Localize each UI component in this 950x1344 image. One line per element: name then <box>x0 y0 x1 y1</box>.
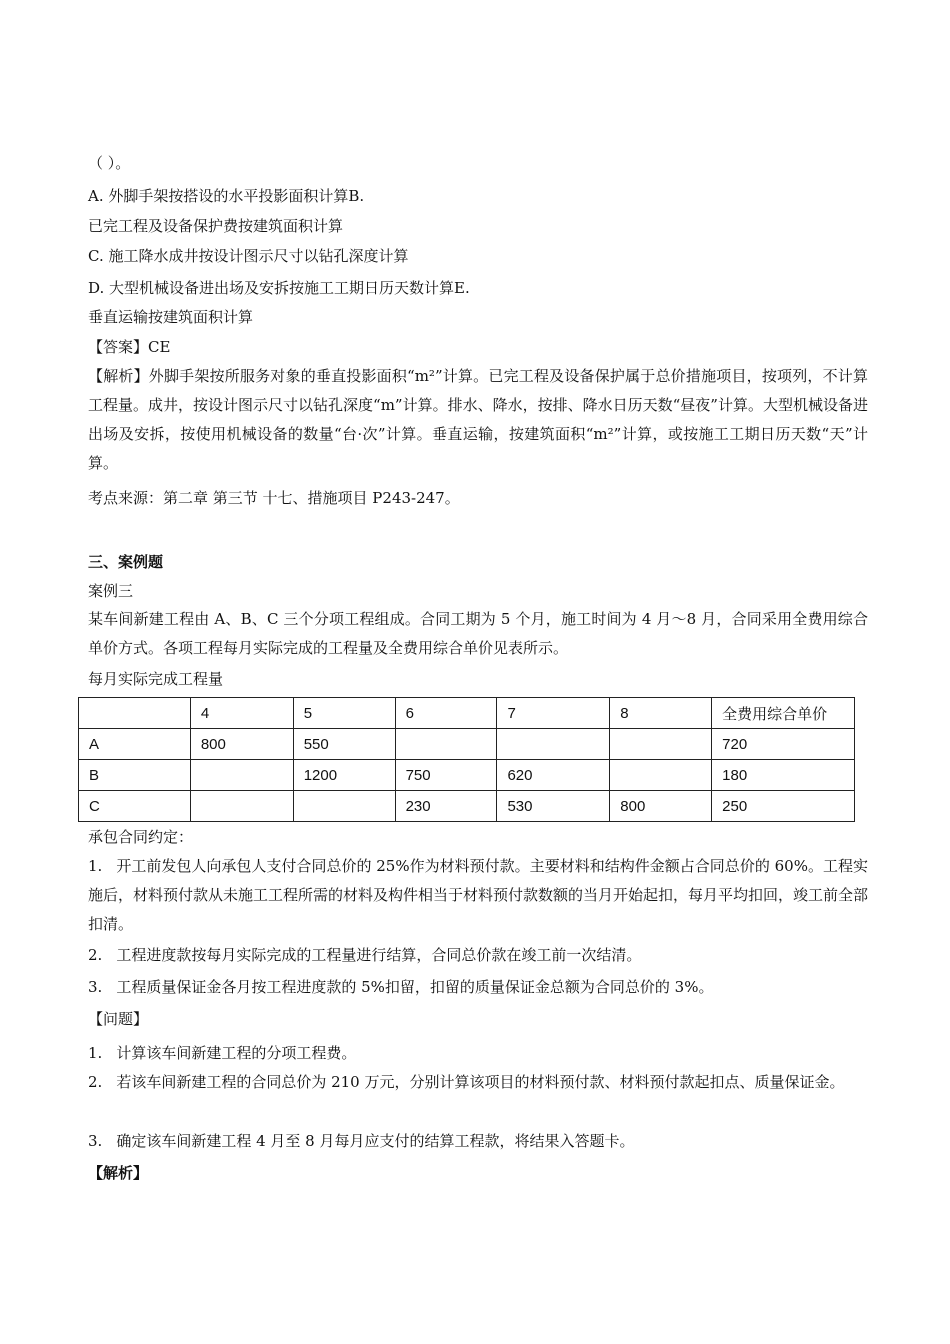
table-cell: 1200 <box>293 760 395 791</box>
table-cell: B <box>79 760 191 791</box>
analysis-paragraph: 【解析】外脚手架按所服务对象的垂直投影面积“m²”计算。已完工程及设备保护属于总价措施项目，按项列，不计算工程量。成井，按设计图示尺寸以钻孔深度“m”计算。排水、降水，按排、降水日历天数“昼夜”计算。大型机械设备进出场及安拆，按使用机械设备的数量“台·次”计算。垂直运输，按建筑面积“m²”计算，或按施工工期日历天数“天”计算。 <box>88 367 868 472</box>
table-cell: 230 <box>395 791 497 822</box>
question-text: 若该车间新建工程的合同总价为 210 万元，分别计算该项目的材料预付款、材料预付款起扣点、质量保证金。 <box>116 1073 845 1091</box>
table-header-cell: 4 <box>190 698 293 729</box>
case-intro: 某车间新建工程由 A、B、C 三个分项工程组成。合同工期为 5 个月，施工时间为 4 月～8 月，合同采用全费用综合单价方式。各项工程每月实际完成的工程量及全费用综合单价见表所示。 <box>88 610 868 657</box>
table-cell <box>293 791 395 822</box>
option-d: D. 大型机械设备进出场及安拆按施工工期日历天数计算E. <box>88 279 470 297</box>
table-header-cell: 6 <box>395 698 497 729</box>
contract-title: 承包合同约定： <box>88 828 194 846</box>
option-a: A. 外脚手架按搭设的水平投影面积计算B. <box>88 187 365 205</box>
table-header-cell: 7 <box>497 698 610 729</box>
table-cell <box>610 729 712 760</box>
option-c: C. 施工降水成井按设计图示尺寸以钻孔深度计算 <box>88 247 409 265</box>
table-cell <box>190 760 293 791</box>
table-cell: 180 <box>712 760 855 791</box>
question-text: 计算该车间新建工程的分项工程费。 <box>116 1044 357 1062</box>
table-cell: 800 <box>190 729 293 760</box>
contract-item-number: 2. <box>88 946 103 964</box>
case-title: 案例三 <box>88 582 134 600</box>
table-cell: 550 <box>293 729 395 760</box>
table-cell <box>497 729 610 760</box>
table-cell: 530 <box>497 791 610 822</box>
contract-item-3 <box>88 976 713 998</box>
question-number: 3. <box>88 1132 103 1150</box>
table-cell: 800 <box>610 791 712 822</box>
contract-item-number: 1. <box>88 857 103 875</box>
table-cell <box>190 791 293 822</box>
table-cell: C <box>79 791 191 822</box>
table-cell <box>395 729 497 760</box>
table-header-cell: 全费用综合单价 <box>712 698 855 729</box>
contract-item-number: 3. <box>88 978 103 996</box>
table-cell: 250 <box>712 791 855 822</box>
analysis-title: 【解析】 <box>88 1164 149 1182</box>
question-blank: （ ）。 <box>88 154 131 172</box>
table-row <box>79 729 855 760</box>
question-3 <box>88 1130 634 1152</box>
table-row <box>79 760 855 791</box>
question-1 <box>88 1042 356 1064</box>
contract-item-1 <box>88 852 868 939</box>
table-cell: 750 <box>395 760 497 791</box>
section-title: 三、案例题 <box>88 553 164 571</box>
question-number: 1. <box>88 1044 103 1062</box>
table-caption: 每月实际完成工程量 <box>88 670 224 688</box>
contract-item-2 <box>88 944 641 966</box>
contract-item-text: 工程进度款按每月实际完成的工程量进行结算，合同总价款在竣工前一次结清。 <box>116 946 642 964</box>
quantity-table <box>78 697 855 822</box>
table-cell: 720 <box>712 729 855 760</box>
question-text: 确定该车间新建工程 4 月至 8 月每月应支付的结算工程款，将结果入答题卡。 <box>116 1132 635 1150</box>
table-header-cell: 5 <box>293 698 395 729</box>
contract-item-text: 开工前发包人向承包人支付合同总价的 25%作为材料预付款。主要材料和结构件金额占合同总价的 60%。工程实施后，材料预付款从未施工工程所需的材料及构件相当于材料预付款数额的当月开始起扣，每月平均扣回，竣工前全部扣清。 <box>88 857 869 933</box>
question-number: 2. <box>88 1073 103 1091</box>
table-cell: A <box>79 729 191 760</box>
contract-item-text: 工程质量保证金各月按工程进度款的 5%扣留，扣留的质量保证金总额为合同总价的 3%。 <box>116 978 714 996</box>
table-header-cell: 8 <box>610 698 712 729</box>
option-b: 已完工程及设备保护费按建筑面积计算 <box>88 217 344 235</box>
table-row <box>79 791 855 822</box>
table-cell <box>610 760 712 791</box>
option-e: 垂直运输按建筑面积计算 <box>88 308 254 326</box>
table-header-cell <box>79 698 191 729</box>
table-cell: 620 <box>497 760 610 791</box>
question-2 <box>88 1068 868 1097</box>
source-note: 考点来源：第二章 第三节 十七、措施项目 P243-247。 <box>88 489 460 507</box>
table-header-row <box>79 698 855 729</box>
answer: 【答案】CE <box>88 338 171 356</box>
question-title: 【问题】 <box>88 1010 149 1028</box>
